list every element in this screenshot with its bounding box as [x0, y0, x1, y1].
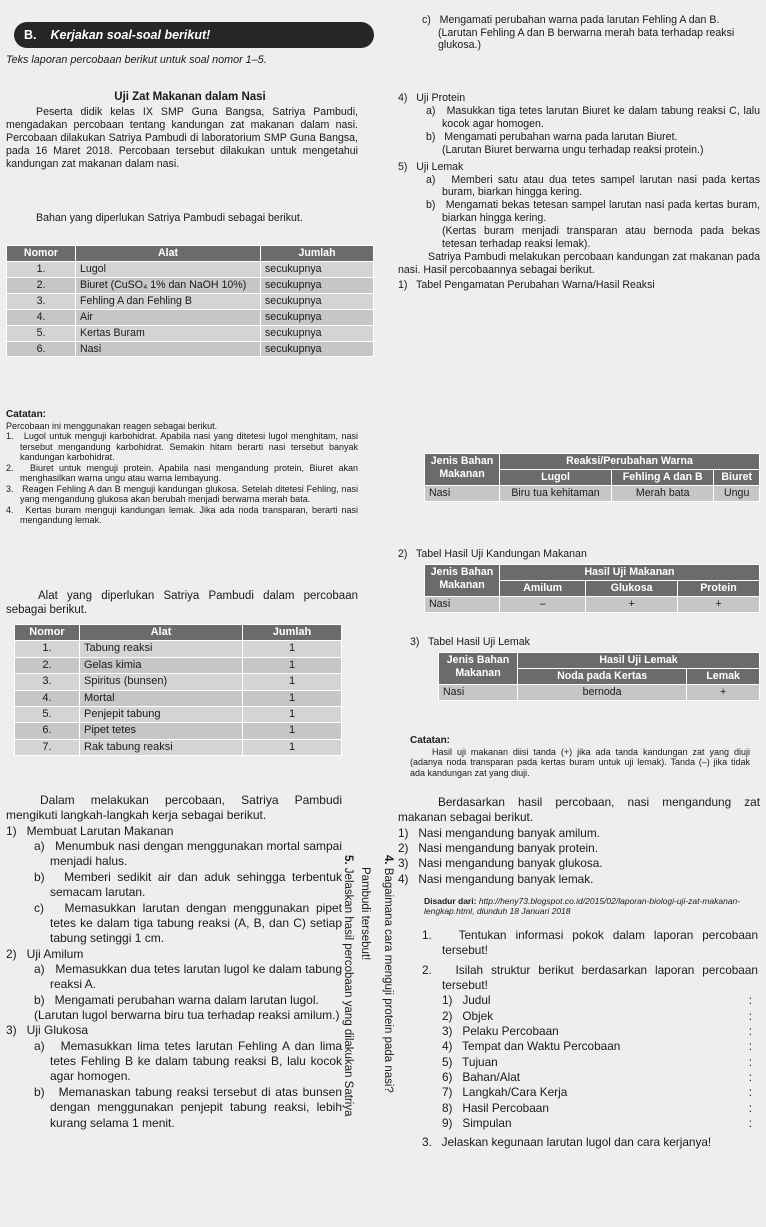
table-cell: Biuret (CuSO₄ 1% dan NaOH 10%)	[76, 277, 261, 293]
list-item-colon: :	[748, 1023, 752, 1038]
t1-header-col: Lugol	[500, 469, 612, 485]
catatan-bahan	[6, 409, 358, 526]
table-cell: secukupnya	[261, 325, 374, 341]
table-cell: 4.	[7, 309, 76, 325]
table-cell: Tabung reaksi	[80, 641, 243, 657]
question-5-lines	[340, 855, 355, 1195]
list-item-colon: :	[748, 1039, 752, 1054]
table-cell: Fehling A dan Fehling B	[76, 293, 261, 309]
alat-table	[14, 624, 342, 756]
table-row	[425, 485, 760, 501]
table-cell: 3.	[7, 293, 76, 309]
table-cell: 2.	[15, 657, 80, 673]
catatan-title: Catatan:	[6, 409, 47, 420]
list-item-label: 2) Objek	[442, 1008, 494, 1023]
table-cell: Nasi	[425, 596, 500, 612]
t3-header-group: Hasil Uji Lemak	[518, 653, 760, 669]
table-cell: 2.	[7, 277, 76, 293]
table1	[424, 453, 760, 502]
step-item: a) Memberi satu atau dua tetes sampel larutan nasi pada kertas buram, biarkan hingga kering.	[426, 173, 760, 199]
step-note: (Larutan Biuret berwarna ungu terhadap reaksi protein.)	[442, 143, 704, 156]
table1-title: 1) Tabel Pengamatan Perubahan Warna/Hasil Reaksi	[398, 278, 655, 291]
question-4-text: Bagaimana cara menguji protein pada nasi?	[381, 867, 394, 1093]
t3-header-col: Lemak	[687, 668, 760, 684]
table-cell: secukupnya	[261, 261, 374, 277]
table-cell: 1	[243, 657, 342, 673]
list-item	[442, 1039, 758, 1054]
step-heading: 5) Uji Lemak	[398, 160, 464, 173]
table-row	[425, 596, 760, 612]
table2	[424, 564, 760, 613]
catatan-hasil	[410, 735, 750, 778]
table-cell: secukupnya	[261, 341, 374, 357]
table-cell: Ungu	[714, 485, 760, 501]
step-item: c) Memasukkan larutan dengan menggunakan pipet tetes ke dalam tiga tabung reaksi (A, B, dan C) setiap tabung setinggi 1 cm.	[34, 900, 342, 946]
table-cell: 6.	[7, 341, 76, 357]
question-5-text-a: Jelaskan hasil percobaan yang dilakukan Satriya	[341, 867, 354, 1117]
table-cell: 1.	[7, 261, 76, 277]
table-cell: secukupnya	[261, 293, 374, 309]
question-5-line-b	[357, 855, 372, 1195]
catatan-item: 1. Lugol untuk menguji karbohidrat. Apabila nasi yang ditetesi lugol menghitam, nasi tersebut mengandung karbohidrat. Semakin hitam berarti nasi tersebut banyak kandungan karbohidrat.	[6, 431, 358, 463]
bahan-table-wrap	[6, 245, 374, 357]
table-cell: +	[677, 596, 759, 612]
list-item	[442, 1024, 758, 1039]
steps	[6, 793, 342, 1131]
report-para3: Alat yang diperlukan Satriya Pambudi dalam percobaan sebagai berikut.	[6, 590, 358, 617]
list-item-colon: :	[748, 1069, 752, 1084]
catatan2-text: Hasil uji makanan diisi tanda (+) jika ada tanda kandungan zat yang diuji (adanya noda transparan pada kertas buram untuk uji lemak). Tanda (–) jika tidak ada kandungan zat yang diuji.	[410, 746, 750, 778]
report-para1: Peserta didik kelas IX SMP Guna Bangsa, Satriya Pambudi, mengadakan percobaan tentang kandungan zat makanan dalam nasi. Percobaan dilakukan Satriya Pambudi di laboratorium SMP Guna Bangsa, pada 16 Maret 2018. Percobaan tersebut dilakukan untuk mengetahui kandungan zat makanan dalam nasi.	[6, 106, 358, 170]
list-item	[442, 1055, 758, 1070]
report-para2: Bahan yang diperlukan Satriya Pambudi sebagai berikut.	[36, 212, 303, 224]
step-item: b) Memberi sedikit air dan aduk sehingga terbentuk semacam larutan.	[34, 869, 342, 900]
step-item: a) Masukkan tiga tetes larutan Biuret ke dalam tabung reaksi C, lalu kocok agar homogen.	[426, 104, 760, 130]
alat-header-alat: Alat	[80, 625, 243, 641]
sideways-questions	[340, 855, 410, 1195]
step-item: b) Mengamati perubahan warna dalam larutan lugol.	[34, 992, 319, 1007]
section-header	[14, 22, 374, 48]
table-row	[15, 723, 342, 739]
table1-wrap	[424, 453, 760, 502]
question-4-line	[380, 855, 395, 1195]
table-cell: Rak tabung reaksi	[80, 739, 243, 755]
table-cell: –	[500, 596, 586, 612]
t1-header-col: Biuret	[714, 469, 760, 485]
list-item-colon: :	[748, 1054, 752, 1069]
table-cell: Merah bata	[612, 485, 714, 501]
question-5-number: 5.	[341, 855, 354, 865]
table-cell: 1	[243, 690, 342, 706]
t3-header-col: Noda pada Kertas	[518, 668, 687, 684]
t2-header-col: Glukosa	[586, 580, 678, 596]
step-heading: 4) Uji Protein	[398, 92, 466, 104]
table-cell: 1.	[15, 641, 80, 657]
table-cell: Kertas Buram	[76, 325, 261, 341]
table-cell: Air	[76, 309, 261, 325]
table-row	[7, 341, 374, 357]
list-item-label: 9) Simpulan	[442, 1115, 512, 1130]
list-item	[442, 1070, 758, 1085]
t2-header-group: Hasil Uji Makanan	[500, 565, 760, 581]
table-cell: Nasi	[425, 485, 500, 501]
table-cell: secukupnya	[261, 277, 374, 293]
table-cell: 1	[243, 723, 342, 739]
table-row	[15, 739, 342, 755]
list-item-label: 3) Pelaku Percobaan	[442, 1023, 559, 1038]
table-cell: 5.	[7, 325, 76, 341]
bahan-header-nomor: Nomor	[7, 246, 76, 262]
list-item-label: 8) Hasil Percobaan	[442, 1100, 549, 1115]
table3-title: 3) Tabel Hasil Uji Lemak	[410, 636, 530, 648]
list-item	[442, 993, 758, 1008]
table-cell: 5.	[15, 707, 80, 723]
question-4-number: 4.	[381, 855, 394, 865]
report-para6: Berdasarkan hasil percobaan, nasi mengandung zat makanan sebagai berikut.	[398, 795, 760, 825]
t1-header-col: Fehling A dan B	[612, 469, 714, 485]
source-url: http://heny73.blogspot.co.id/2015/02/laporan-biologi-uji-zat-makanan-lengkap.html, diunduh 18 Januari 2018	[424, 896, 741, 917]
step-heading: 2) Uji Amilum	[6, 946, 84, 961]
table-cell: 3.	[15, 674, 80, 690]
table-cell: 6.	[15, 723, 80, 739]
list-item-label: 5) Tujuan	[442, 1054, 498, 1069]
step-item: a) Menumbuk nasi dengan menggunakan mortal sampai menjadi halus.	[34, 839, 342, 869]
step4-5	[398, 92, 760, 292]
t3-header-jenis: Jenis Bahan Makanan	[439, 653, 518, 685]
table-row	[7, 277, 374, 293]
report-para5: Satriya Pambudi melakukan percobaan kandungan zat makanan pada nasi. Hasil percobaannya sebagai berikut.	[398, 251, 760, 276]
question-3: 3. Jelaskan kegunaan larutan lugol dan cara kerjanya!	[422, 1135, 712, 1150]
t1-header-jenis: Jenis Bahan Makanan	[425, 454, 500, 486]
table-cell: Nasi	[439, 684, 518, 700]
list-item-label: 1) Judul	[442, 993, 491, 1008]
question-2: 2. Isilah struktur berikut berdasarkan laporan percobaan tersebut!	[422, 962, 758, 992]
step-note: (Larutan Fehling A dan B berwarna merah bata terhadap reaksi glukosa.)	[438, 26, 735, 51]
list-item-colon: :	[748, 1008, 752, 1023]
table-cell: Spiritus (bunsen)	[80, 674, 243, 690]
list-item-label: 6) Bahan/Alat	[442, 1069, 521, 1084]
questions	[422, 928, 758, 1151]
table-cell: Lugol	[76, 261, 261, 277]
list-item-colon: :	[748, 1115, 752, 1130]
step-item: a) Memasukkan lima tetes larutan Fehling A dan lima tetes Fehling B ke dalam tabung reaksi B, lalu kocok agar homogen.	[34, 1038, 342, 1084]
table-cell: secukupnya	[261, 309, 374, 325]
catatan-item: 2. Biuret untuk menguji protein. Apabila nasi mengandung protein, Biuret akan menghasilkan warna ungu atau warna lembayung.	[6, 462, 358, 484]
table-cell: Gelas kimia	[80, 657, 243, 673]
conclusion	[398, 795, 760, 887]
source-label: Disadur dari:	[424, 896, 477, 906]
table-row	[7, 261, 374, 277]
table-cell: Pipet tetes	[80, 723, 243, 739]
step-note: (Larutan lugol berwarna biru tua terhadap reaksi amilum.)	[34, 1008, 340, 1023]
table-row	[15, 657, 342, 673]
table-row	[15, 674, 342, 690]
list-item-label: 4) Tempat dan Waktu Percobaan	[442, 1039, 621, 1054]
report-title: Uji Zat Makanan dalam Nasi	[114, 91, 266, 103]
list-item-label: 7) Langkah/Cara Kerja	[442, 1085, 568, 1100]
table-cell: 1	[243, 739, 342, 755]
list-item	[442, 1009, 758, 1024]
conclusion-item: 3) Nasi mengandung banyak glukosa.	[398, 856, 603, 871]
step-heading: 1) Membuat Larutan Makanan	[6, 823, 174, 838]
alat-header-nomor: Nomor	[15, 625, 80, 641]
list-item-colon: :	[748, 1100, 752, 1115]
list-item	[442, 1085, 758, 1100]
catatan2-title: Catatan:	[410, 735, 451, 746]
table-cell: Penjepit tabung	[80, 707, 243, 723]
step-item: b) Mengamati perubahan warna pada larutan Biuret.	[426, 130, 678, 143]
table3	[438, 652, 760, 701]
step-item: b) Mengamati bekas tetesan sampel larutan nasi pada kertas buram, biarkan hingga kering.	[426, 199, 760, 225]
table-row	[439, 684, 760, 700]
table-row	[7, 293, 374, 309]
step-item: a) Memasukkan dua tetes larutan lugol ke dalam tabung reaksi A.	[34, 961, 342, 992]
catatan-intro: Percobaan ini menggunakan reagen sebagai berikut.	[6, 420, 218, 431]
bahan-header-jumlah: Jumlah	[261, 246, 374, 262]
step-item: c) Mengamati perubahan warna pada larutan Fehling A dan B.	[422, 14, 720, 26]
table2-wrap	[424, 564, 760, 613]
table-cell: 1	[243, 707, 342, 723]
source-note	[424, 896, 754, 917]
catatan-item: 4. Kertas buram menguji kandungan lemak. Jika ada noda transparan, berarti nasi mengandung lemak.	[6, 504, 358, 526]
report-para4: Dalam melakukan percobaan, Satriya Pambudi mengikuti langkah-langkah kerja sebagai berikut.	[6, 793, 342, 823]
step-note: (Kertas buram menjadi transparan atau bernoda pada bekas tetesan terhadap reaksi lemak).	[442, 225, 760, 251]
table-cell: 4.	[15, 690, 80, 706]
intro-text: Teks laporan percobaan berikut untuk soal nomor 1–5.	[6, 54, 267, 66]
conclusion-item: 1) Nasi mengandung banyak amilum.	[398, 825, 600, 840]
t1-header-group: Reaksi/Perubahan Warna	[500, 454, 760, 470]
bahan-table	[6, 245, 374, 357]
conclusion-item: 4) Nasi mengandung banyak lemak.	[398, 871, 594, 886]
t2-header-col: Protein	[677, 580, 759, 596]
table2-title: 2) Tabel Hasil Uji Kandungan Makanan	[398, 548, 587, 560]
table3-wrap	[438, 652, 760, 701]
table-cell: Mortal	[80, 690, 243, 706]
table-row	[7, 309, 374, 325]
alat-table-wrap	[14, 624, 342, 756]
t2-header-jenis: Jenis Bahan Makanan	[425, 565, 500, 597]
table-cell: 1	[243, 674, 342, 690]
table-cell: Biru tua kehitaman	[500, 485, 612, 501]
t2-header-col: Amilum	[500, 580, 586, 596]
table-row	[15, 690, 342, 706]
table-cell: 1	[243, 641, 342, 657]
table-row	[15, 707, 342, 723]
question-1: 1. Tentukan informasi pokok dalam laporan percobaan tersebut!	[422, 928, 758, 958]
list-item-colon: :	[748, 993, 752, 1008]
list-item-colon: :	[748, 1085, 752, 1100]
table-cell: +	[687, 684, 760, 700]
step-item: b) Memanaskan tabung reaksi tersebut di atas bunsen dengan menggunakan penjepit tabung reaksi, lebih kurang selama 1 menit.	[34, 1084, 342, 1130]
list-item	[442, 1101, 758, 1116]
conclusion-item: 2) Nasi mengandung banyak protein.	[398, 840, 599, 855]
section-title: Kerjakan soal-soal berikut!	[50, 28, 211, 42]
section-letter: B.	[24, 28, 37, 42]
step-heading: 3) Uji Glukosa	[6, 1023, 89, 1038]
table-cell: Nasi	[76, 341, 261, 357]
question-5-text-b: Pambudi tersebut!	[358, 867, 371, 961]
question-2-list	[422, 993, 758, 1131]
alat-header-jumlah: Jumlah	[243, 625, 342, 641]
table-cell: +	[586, 596, 678, 612]
table-cell: bernoda	[518, 684, 687, 700]
table-cell: 7.	[15, 739, 80, 755]
bahan-header-alat: Alat	[76, 246, 261, 262]
catatan-item: 3. Reagen Fehling A dan B menguji kandungan glukosa. Setelah ditetesi Fehling, nasi yang mengandung glukosa akan berubah menjadi berwarna merah bata.	[6, 483, 358, 505]
table-row	[7, 325, 374, 341]
table-row	[15, 641, 342, 657]
list-item	[442, 1116, 758, 1131]
step3-cont	[398, 14, 760, 52]
